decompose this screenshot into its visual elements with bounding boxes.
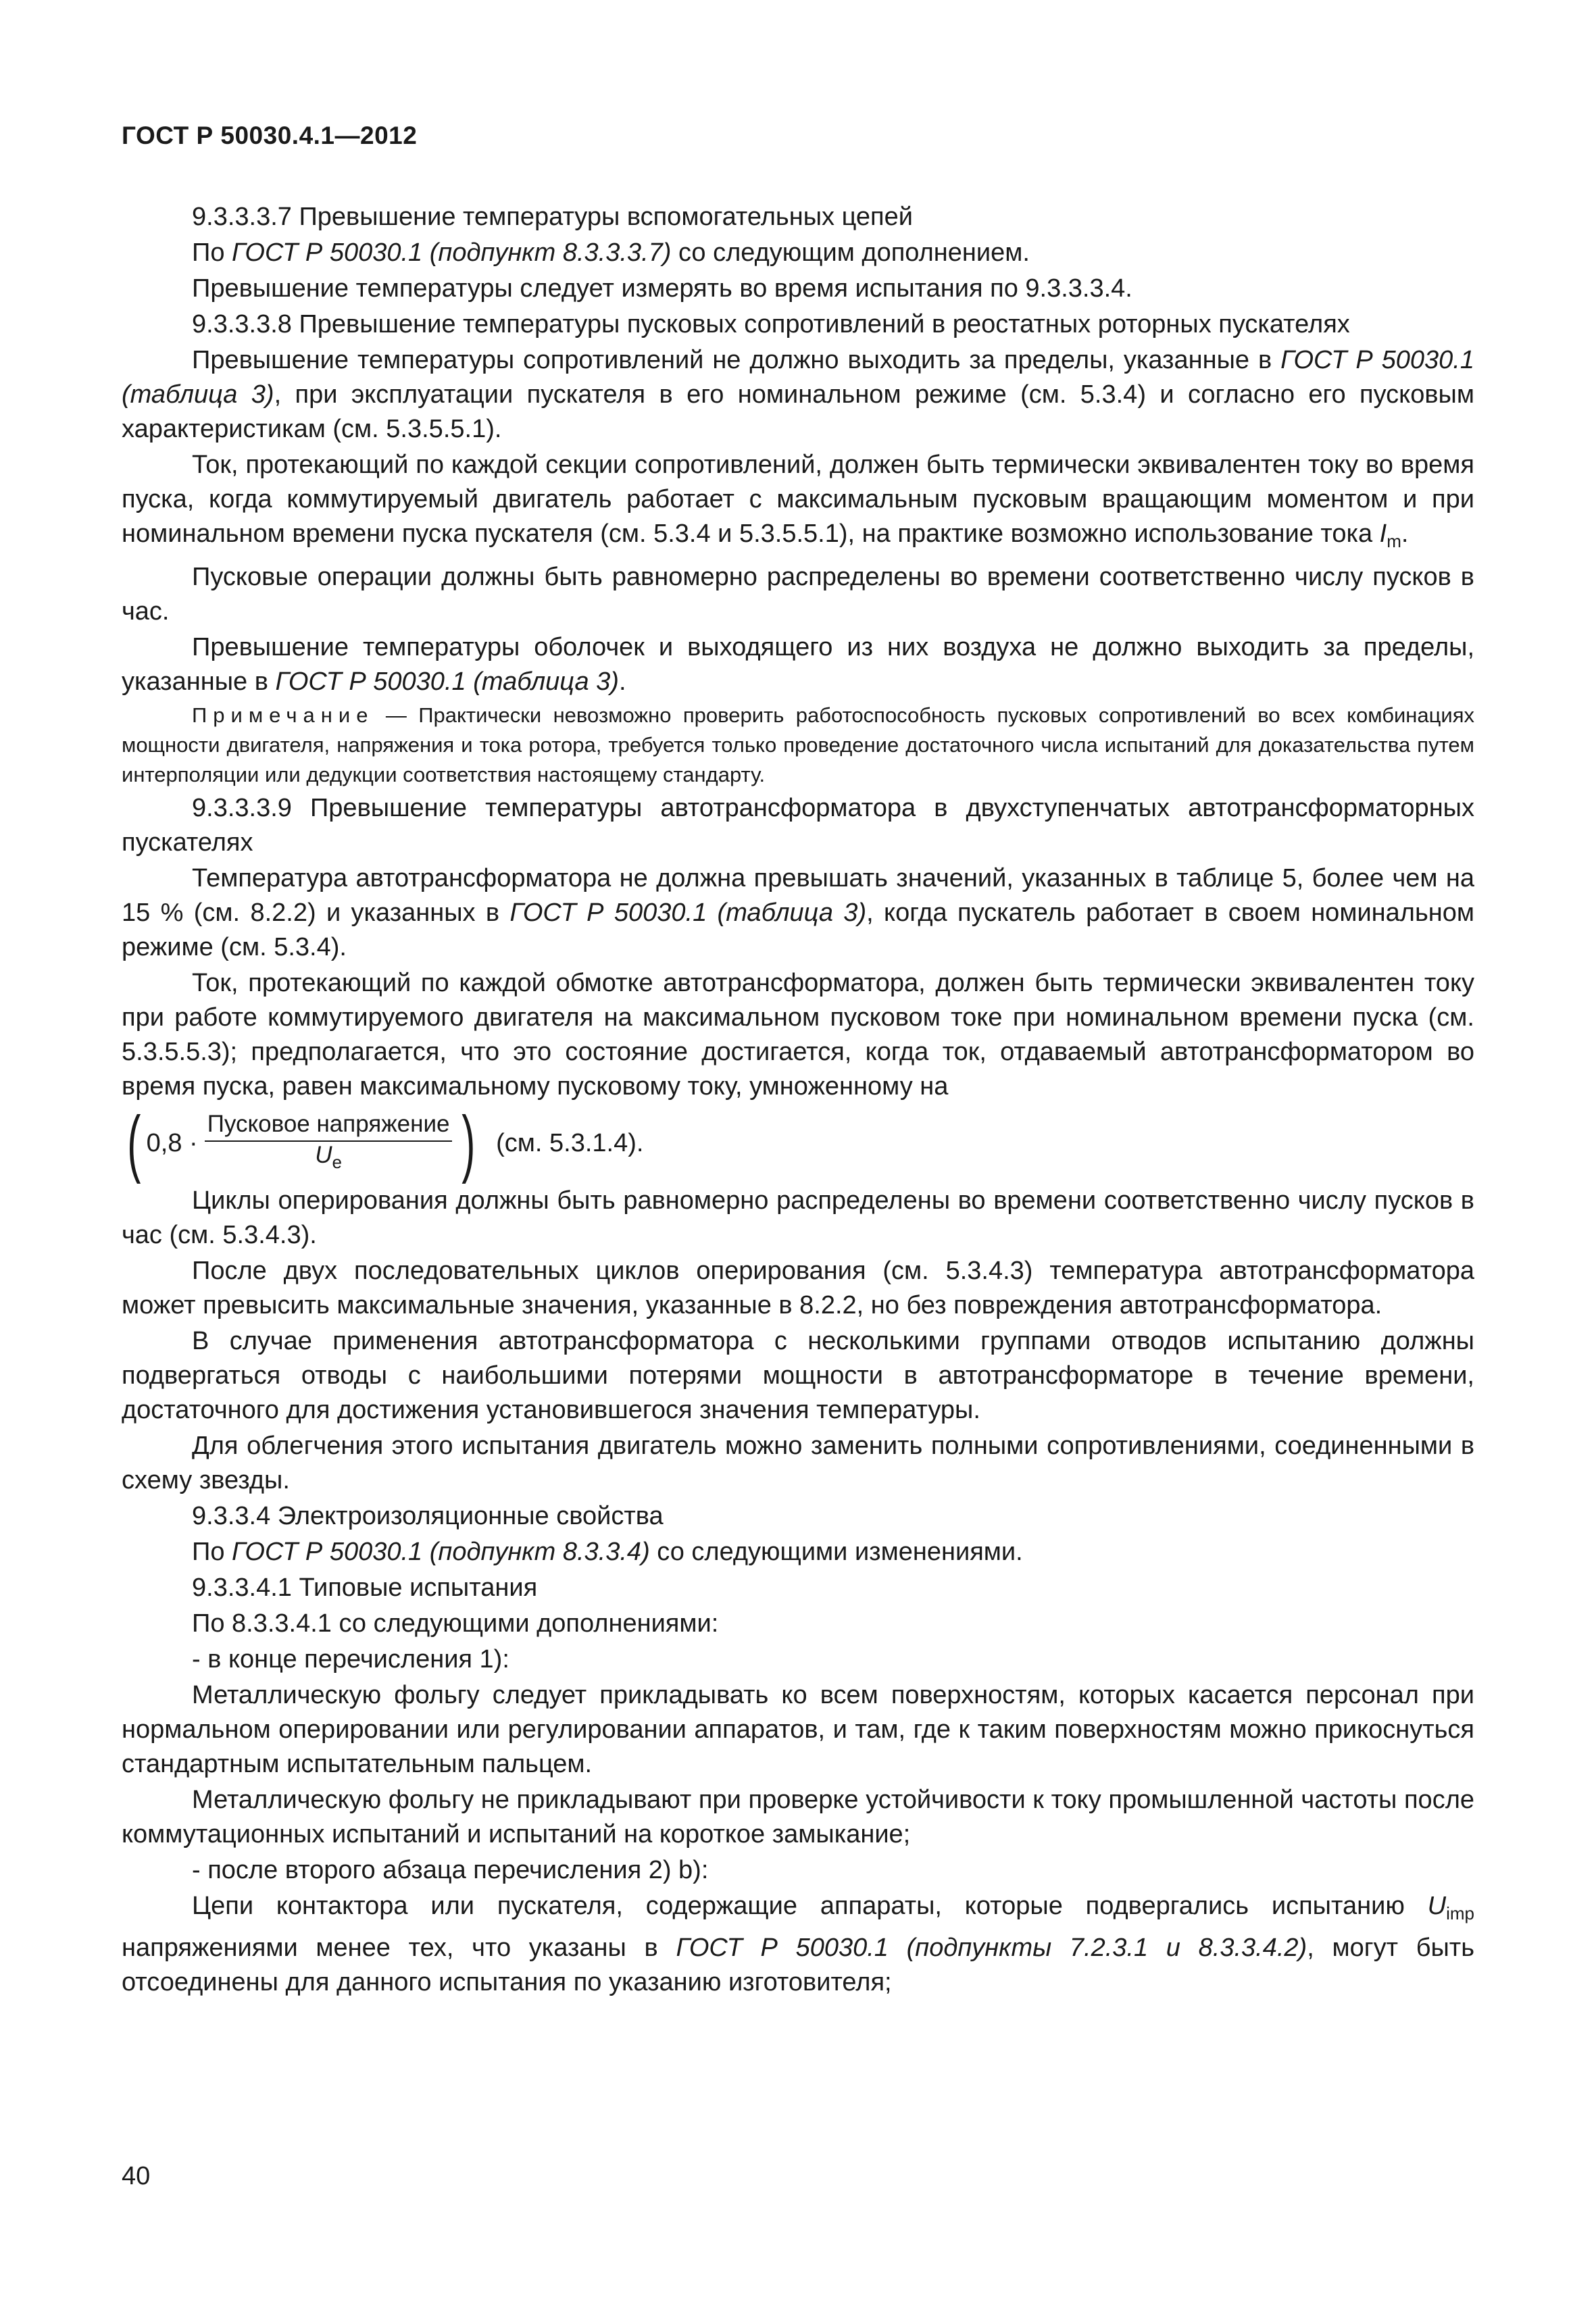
standard-reference: ГОСТ Р 50030.1 (подпункт 8.3.3.4) [232, 1538, 650, 1566]
text: Металлическую фольгу не прикладывают при проверке устойчивости к току промышленной частоты после коммутационных испытаний и испытаний на короткое замыкание; [122, 1786, 1474, 1848]
paragraph [122, 1535, 1474, 1569]
paragraph [122, 343, 1474, 447]
symbol: U [315, 1142, 332, 1168]
standard-reference: ГОСТ Р 50030.1 (таблица 3) [275, 668, 619, 696]
paragraph [122, 1678, 1474, 1782]
paragraph [122, 1783, 1474, 1852]
standard-reference: ГОСТ Р 50030.1 (подпункт 8.3.3.3.7) [232, 238, 672, 267]
clause-heading: 9.3.3.3.7 Превышение температуры вспомогательных цепей [192, 203, 913, 231]
document-body [122, 200, 1474, 2001]
clause-heading: 9.3.3.3.9 Превышение температуры автотрансформатора в двухступенчатых автотрансформаторных пускателях [122, 794, 1474, 857]
symbol-subscript: m [1387, 531, 1401, 551]
text: - в конце перечисления 1): [192, 1645, 509, 1674]
note-text: — Практически невозможно проверить работоспособность пусковых сопротивлений во всех комбинациях мощности двигателя, напряжения и тока ротора, требуется только проведение достаточного числа испытаний для доказательства путем интерполяции или дедукции соответствия настоящему стандарту. [122, 703, 1474, 786]
text: Ток, протекающий по каждой обмотке автотрансформатора, должен быть термически эквивалентен току при работе коммутируемого двигателя на максимальном пусковом токе при номинальном времени пуска (см. 5.3.5.5.3); предполагается, что это состояние достигается, когда ток, отдаваемый автотрансформатором во время пуска, равен максимальному пусковому току, умноженному на [122, 969, 1474, 1101]
paragraph [122, 966, 1474, 1104]
left-parenthesis: ( [127, 1101, 141, 1184]
paragraph [122, 861, 1474, 965]
text: Ток, протекающий по каждой секции сопротивлений, должен быть термически эквивалентен току во время пуска, когда коммутируемый двигатель работает с максимальным пусковым вращающим моментом и при номинальном времени пуска пускателя (см. 5.3.4 и 5.3.5.5.1), на практике возможно использование тока [122, 451, 1474, 548]
formula-fraction [205, 1111, 453, 1176]
text: со следующим дополнением. [671, 238, 1030, 267]
text: По [192, 1538, 232, 1566]
paragraph [122, 1429, 1474, 1498]
paragraph [122, 1853, 1474, 1888]
text: После двух последовательных циклов оперирования (см. 5.3.4.3) температура автотрансформатора может превысить максимальные значения, указанные в 8.2.2, но без повреждения автотрансформатора. [122, 1257, 1474, 1319]
paragraph [122, 307, 1474, 342]
paragraph [122, 1499, 1474, 1534]
formula [122, 1101, 1474, 1184]
standard-reference: ГОСТ Р 50030.1 (таблица 3) [122, 346, 1474, 409]
paragraph [122, 200, 1474, 234]
paragraph [122, 1607, 1474, 1641]
text: Металлическую фольгу следует прикладывать ко всем поверхностям, которых касается персонал при нормальном оперировании или регулировании аппаратов, и там, где к таким поверхностям можно прикоснуться стандартным испытательным пальцем. [122, 1681, 1474, 1778]
standard-reference: ГОСТ Р 50030.1 (таблица 3) [509, 899, 867, 927]
text: Превышение температуры оболочек и выходящего из них воздуха не должно выходить за пределы, указанные в [122, 633, 1474, 696]
paragraph [122, 448, 1474, 559]
text: , при эксплуатации пускателя в его номинальном режиме (см. 5.3.4) и согласно его пусковым характеристикам (см. 5.3.5.5.1). [122, 380, 1474, 443]
standard-reference: ГОСТ Р 50030.1 (подпункты 7.2.3.1 и 8.3.3.4.2) [676, 1934, 1307, 1962]
note-label: Примечание [192, 703, 374, 727]
paragraph [122, 1571, 1474, 1605]
text: . [1401, 520, 1409, 548]
paragraph [122, 1324, 1474, 1428]
text: По [192, 238, 232, 267]
text: , могут быть отсоединены для данного испытания по указанию изготовителя; [122, 1934, 1474, 1996]
fraction-numerator: Пусковое напряжение [205, 1111, 453, 1142]
symbol: U [1427, 1892, 1447, 1920]
clause-heading: 9.3.3.3.8 Превышение температуры пусковых сопротивлений в реостатных роторных пускателях [192, 310, 1350, 338]
paragraph [122, 236, 1474, 270]
text: - после второго абзаца перечисления 2) b): [192, 1856, 709, 1884]
text: Превышение температуры следует измерять во время испытания по 9.3.3.3.4. [192, 274, 1132, 303]
paragraph [122, 560, 1474, 629]
symbol-subscript: imp [1446, 1903, 1474, 1923]
text: напряжениями менее тех, что указаны в [122, 1934, 676, 1962]
symbol: I [1379, 520, 1387, 548]
text: Для облегчения этого испытания двигатель можно заменить полными сопротивлениями, соединенными в схему звезды. [122, 1432, 1474, 1494]
paragraph [122, 1642, 1474, 1677]
paragraph [122, 272, 1474, 306]
formula-coefficient: 0,8 · [146, 1128, 198, 1157]
paragraph [122, 630, 1474, 699]
paragraph [122, 1889, 1474, 2000]
text: , когда пускатель работает в своем номинальном режиме (см. 5.3.4). [122, 899, 1475, 961]
text: со следующими изменениями. [649, 1538, 1023, 1566]
fraction-denominator [315, 1142, 342, 1176]
text: Температура автотрансформатора не должна превышать значений, указанных в таблице 5, более чем на 15 % (см. 8.2.2) и указанных в [122, 864, 1474, 927]
text: По 8.3.3.4.1 со следующими дополнениями: [192, 1609, 719, 1638]
paragraph [122, 791, 1474, 860]
symbol-subscript: e [332, 1152, 342, 1172]
right-parenthesis: ) [462, 1101, 476, 1184]
page-number: 40 [122, 2162, 151, 2190]
text: Цепи контактора или пускателя, содержащие аппараты, которые подвергались испытанию [192, 1892, 1428, 1920]
text: . [618, 668, 626, 696]
text: Циклы оперирования должны быть равномерно распределены во времени соответственно числу пусков в час (см. 5.3.4.3). [122, 1186, 1474, 1249]
text: Превышение температуры сопротивлений не должно выходить за пределы, указанные в [192, 346, 1281, 374]
paragraph [122, 1184, 1474, 1253]
paragraph [122, 1254, 1474, 1323]
clause-heading: 9.3.3.4.1 Типовые испытания [192, 1574, 538, 1602]
document-header: ГОСТ Р 50030.4.1—2012 [122, 122, 418, 149]
clause-heading: 9.3.3.4 Электроизоляционные свойства [192, 1502, 664, 1530]
formula-reference: (см. 5.3.1.4). [496, 1128, 644, 1157]
text: В случае применения автотрансформатора с несколькими группами отводов испытанию должны подвергаться отводы с наибольшими потерями мощности в автотрансформаторе в течение времени, достаточного для достижения установившегося значения температуры. [122, 1327, 1474, 1424]
text: Пусковые операции должны быть равномерно распределены во времени соответственно числу пусков в час. [122, 563, 1474, 626]
note [122, 701, 1474, 790]
